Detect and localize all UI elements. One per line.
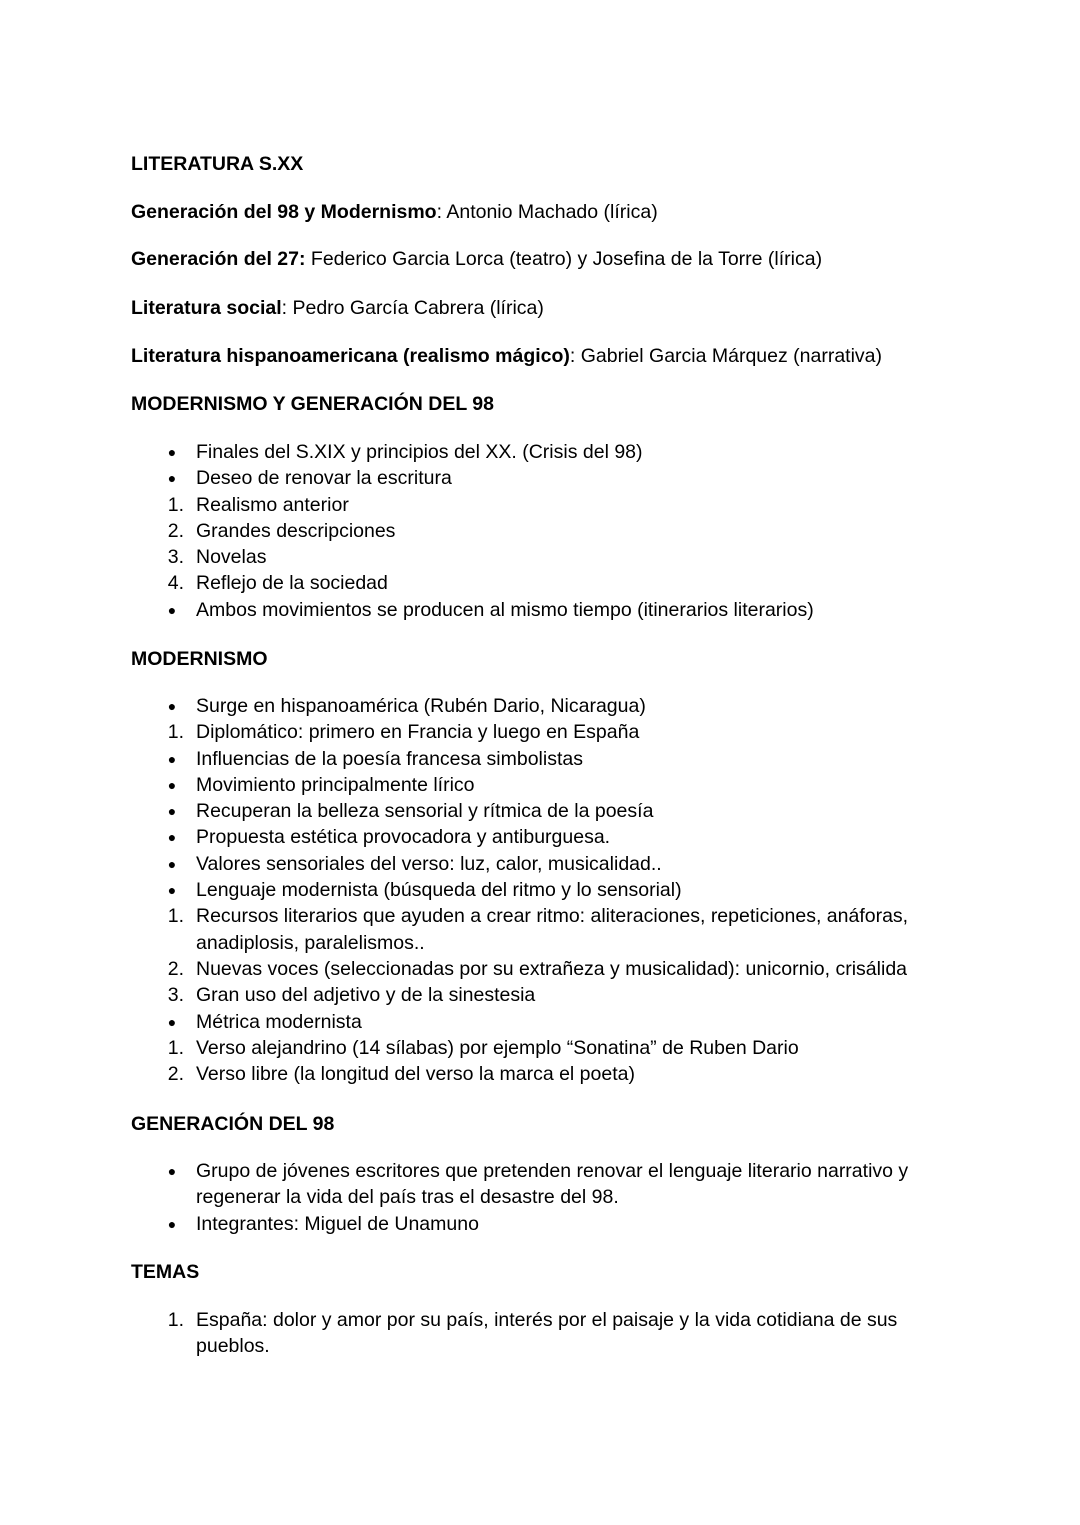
list-item (160, 1061, 960, 1087)
list-item (160, 1307, 960, 1360)
list-item-text: Verso libre (la longitud del verso la marca el poeta) (196, 1063, 635, 1086)
list-item-text: España: dolor y amor por su país, interés por el paisaje y la vida cotidiana de sus pueblos. (196, 1309, 898, 1358)
list-item-text: Reflejo de la sociedad (196, 572, 388, 595)
list-item-text: Métrica modernista (196, 1010, 362, 1033)
list-item (160, 465, 960, 491)
intro-term: Literatura social (131, 297, 282, 319)
list-item-text: Grupo de jóvenes escritores que pretenden renovar el lenguaje literario narrativo y regenerar la vida del país tras el desastre del 98. (196, 1160, 909, 1209)
list-item (160, 1211, 960, 1237)
list-item-text: Novelas (196, 546, 267, 569)
list-marker: 1. (167, 1309, 184, 1331)
list-item (160, 1035, 960, 1061)
intro-detail: : Pedro García Cabrera (lírica) (281, 297, 544, 319)
list-item (160, 492, 960, 518)
section-heading: TEMAS (131, 1261, 200, 1283)
list-marker: ● (167, 855, 177, 872)
list-item-text: Grandes descripciones (196, 519, 396, 542)
list-item (160, 798, 960, 824)
section-list (160, 439, 960, 623)
list-item (160, 851, 960, 877)
list-item (160, 597, 960, 623)
list-marker: 1. (167, 493, 184, 516)
intro-term: Generación del 98 y Modernismo (131, 201, 437, 223)
list-item (160, 570, 960, 596)
intro-line (131, 343, 882, 369)
list-item-text: Diplomático: primero en Francia y luego en España (196, 721, 640, 744)
intro-detail: : Antonio Machado (lírica) (436, 201, 658, 223)
intro-line (131, 295, 544, 321)
list-marker: 1. (167, 721, 184, 744)
list-item (160, 824, 960, 850)
list-marker: 3. (167, 984, 184, 1007)
list-marker: ● (167, 470, 177, 487)
intro-term: Literatura hispanoamericana (realismo mágico) (131, 345, 570, 367)
list-item (160, 719, 960, 745)
section-list (160, 693, 960, 1087)
list-item (160, 982, 960, 1008)
list-item-text: Verso alejandrino (14 sílabas) por ejemplo “Sonatina” de Ruben Dario (196, 1036, 799, 1059)
list-item-text: Integrantes: Miguel de Unamuno (196, 1212, 479, 1235)
list-item-text: Nuevas voces (seleccionadas por su extrañeza y musicalidad): unicornio, crisálida (196, 957, 908, 980)
intro-line (131, 246, 822, 272)
list-marker: 1. (167, 1036, 184, 1059)
list-item-text: Ambos movimientos se producen al mismo tiempo (itinerarios literarios) (196, 598, 814, 621)
list-marker: ● (167, 1163, 177, 1179)
list-marker: 4. (167, 572, 184, 595)
list-item-text: Surge en hispanoamérica (Rubén Dario, Nicaragua) (196, 695, 646, 717)
list-item (160, 903, 960, 956)
list-item-text: Realismo anterior (196, 493, 349, 516)
section-list (160, 1307, 960, 1360)
list-marker: ● (167, 1013, 177, 1030)
list-marker: ● (167, 882, 177, 899)
list-item-text: Recursos literarios que ayuden a crear ritmo: aliteraciones, repeticiones, anáforas, anadiplosis, paralelismos.. (196, 905, 909, 954)
list-item-text: Influencias de la poesía francesa simbolistas (196, 747, 583, 770)
intro-detail: : Gabriel Garcia Márquez (narrativa) (569, 345, 883, 367)
section-list (160, 1158, 960, 1237)
list-marker: 2. (167, 1063, 184, 1086)
list-item-text: Recuperan la belleza sensorial y rítmica de la poesía (196, 800, 654, 823)
intro-term: Generación del 27: (131, 248, 306, 270)
intro-detail: Federico Garcia Lorca (teatro) y Josefina de la Torre (lírica) (305, 248, 823, 270)
list-item-text: Propuesta estética provocadora y antiburguesa. (196, 826, 611, 849)
list-item-text: Finales del S.XIX y principios del XX. (Crisis del 98) (196, 441, 643, 463)
list-item-text: Movimiento principalmente lírico (196, 773, 475, 796)
list-item (160, 956, 960, 982)
list-marker: ● (167, 1215, 177, 1232)
list-item (160, 693, 960, 719)
list-marker: 2. (167, 957, 184, 980)
list-marker: 3. (167, 546, 184, 569)
list-marker: 1. (167, 905, 184, 928)
list-marker: ● (167, 698, 177, 714)
document-title: LITERATURA S.XX (131, 153, 304, 175)
list-item-text: Valores sensoriales del verso: luz, calor, musicalidad.. (196, 852, 662, 875)
list-item (160, 877, 960, 903)
intro-line (131, 199, 658, 225)
list-item (160, 1158, 960, 1211)
list-item-text: Deseo de renovar la escritura (196, 467, 452, 490)
list-item (160, 746, 960, 772)
list-item-text: Gran uso del adjetivo y de la sinestesia (196, 984, 536, 1007)
list-marker: ● (167, 601, 177, 618)
section-heading: GENERACIÓN DEL 98 (131, 1113, 335, 1135)
section-heading: MODERNISMO (131, 648, 268, 670)
list-marker: 2. (167, 519, 184, 542)
list-marker: ● (167, 803, 177, 820)
list-marker: ● (167, 829, 177, 846)
section-heading: MODERNISMO Y GENERACIÓN DEL 98 (131, 393, 494, 415)
list-item (160, 772, 960, 798)
list-item (160, 439, 960, 465)
list-item (160, 544, 960, 570)
list-marker: ● (167, 776, 177, 793)
list-item (160, 518, 960, 544)
list-item-text: Lenguaje modernista (búsqueda del ritmo y lo sensorial) (196, 879, 682, 902)
list-item (160, 1009, 960, 1035)
list-marker: ● (167, 750, 177, 767)
list-marker: ● (167, 444, 177, 460)
